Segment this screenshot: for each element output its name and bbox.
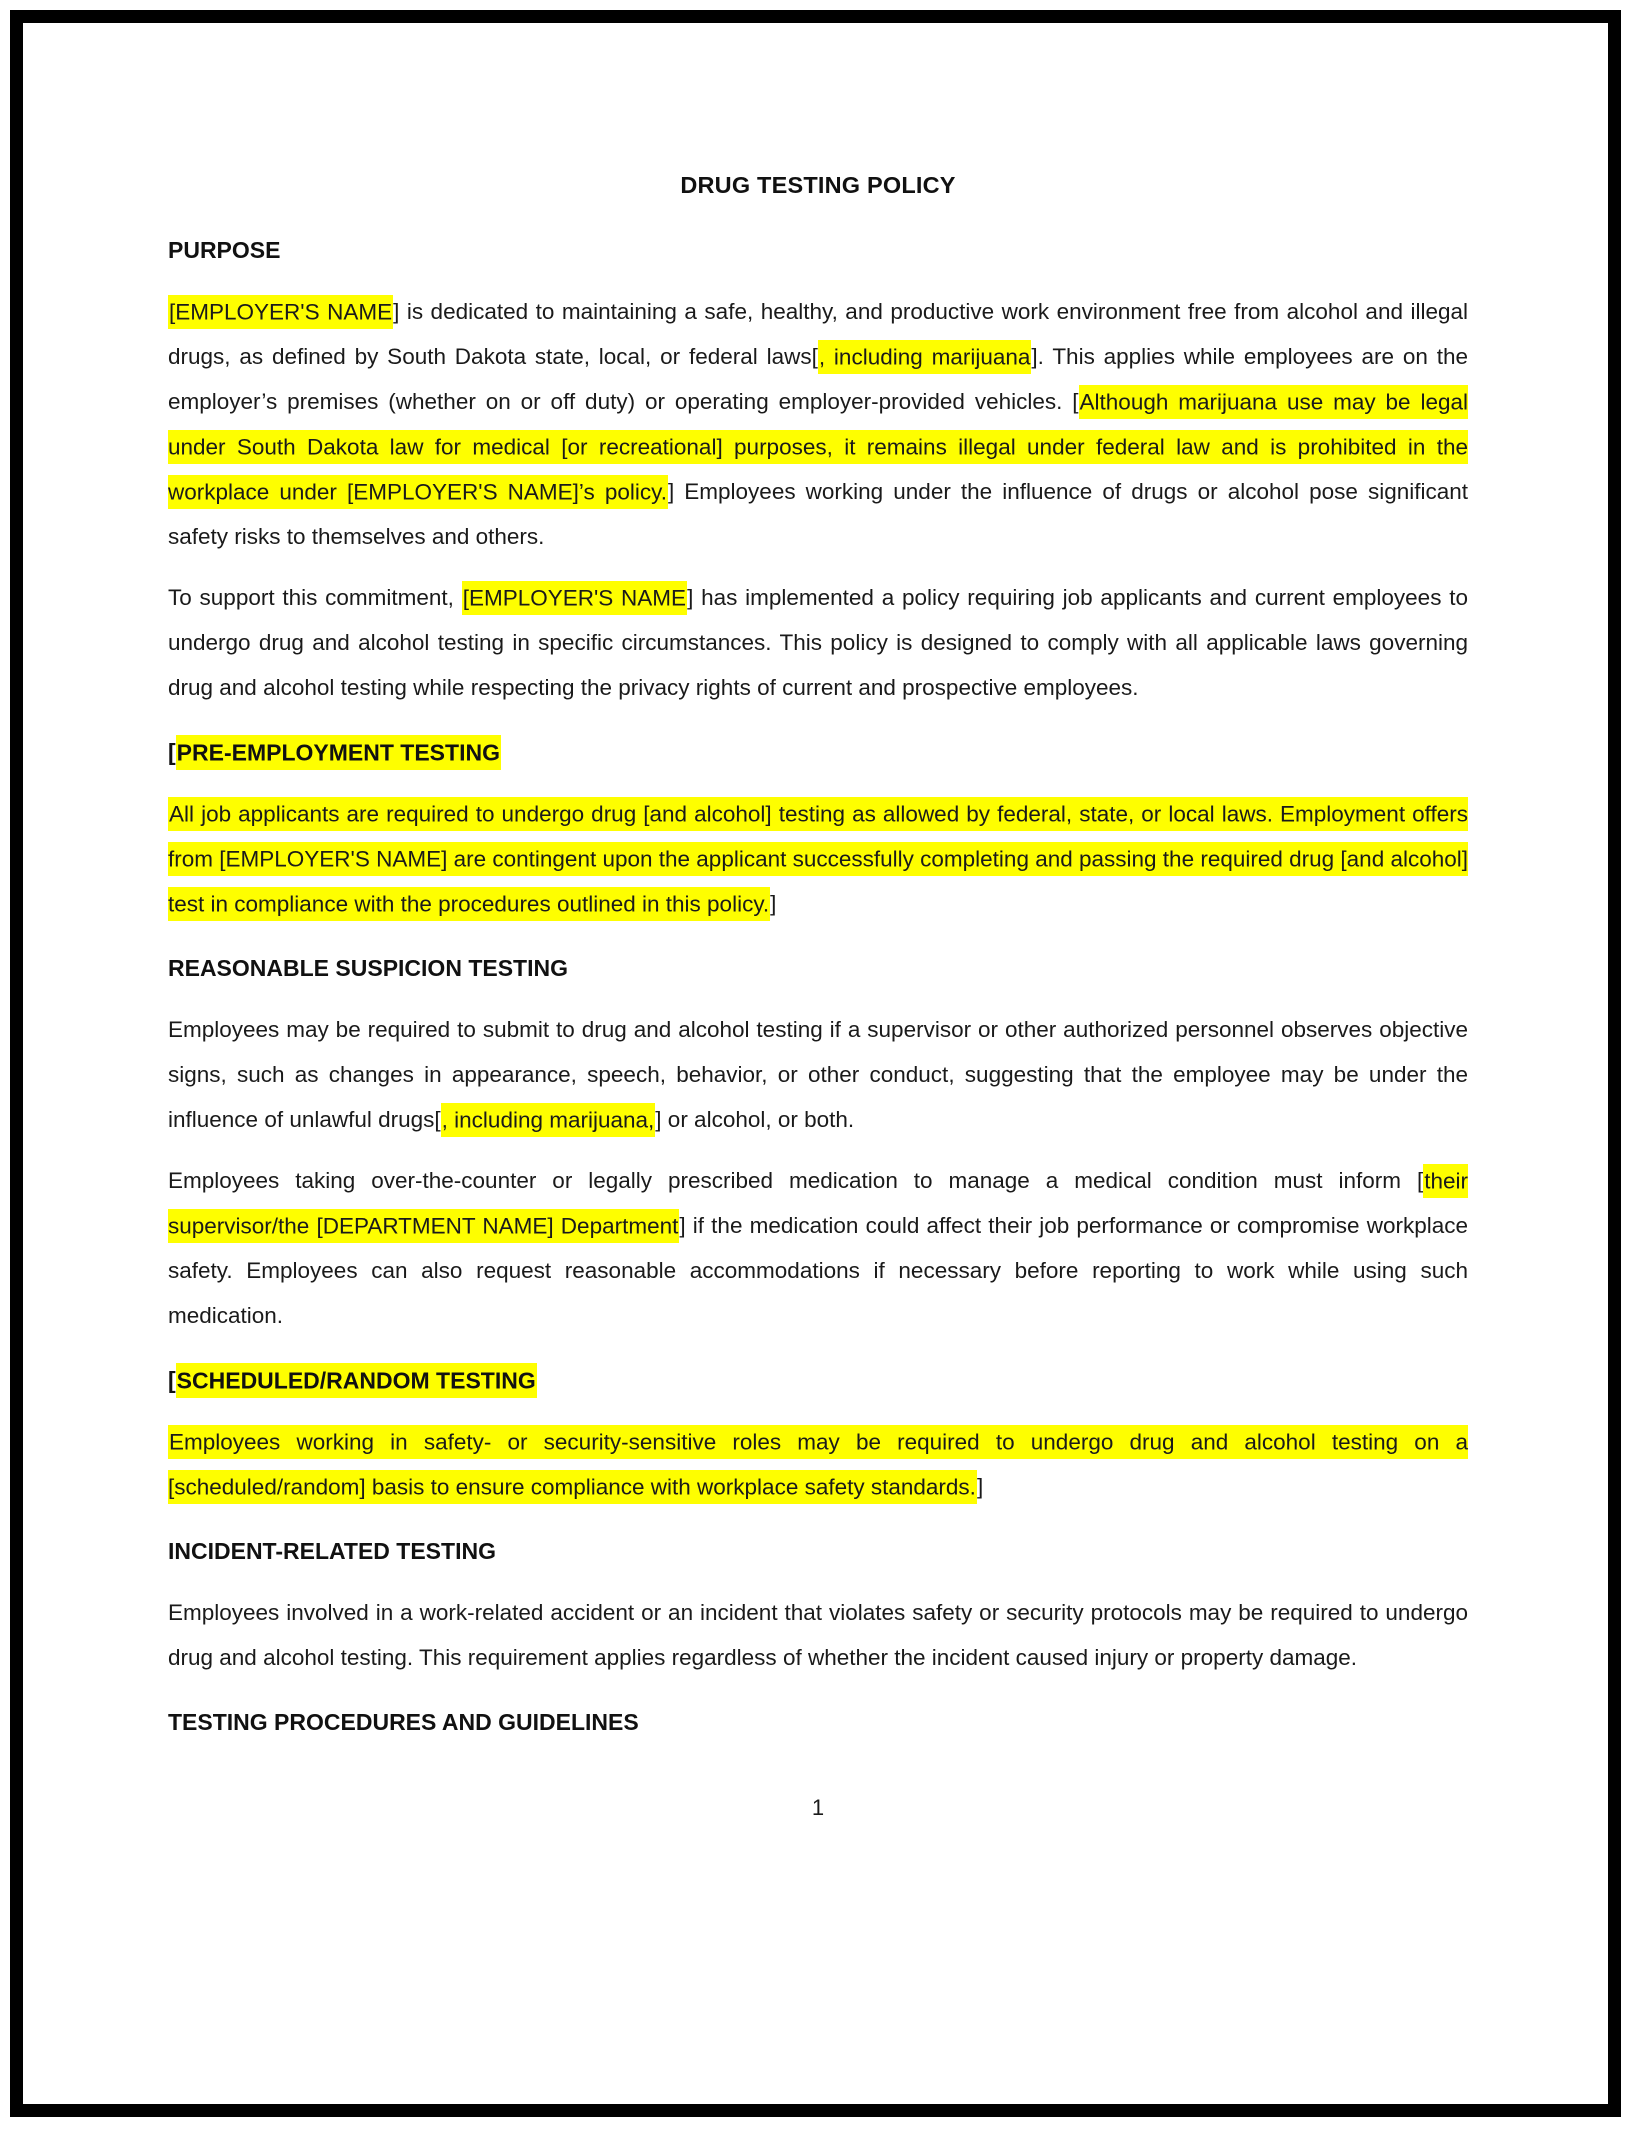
- document-content: [168, 163, 1468, 1830]
- plain-text: ]. This applies while employees are on the employer’s premises (whether on or off duty) or operating employer-provided vehicles. [: [168, 344, 1468, 414]
- plain-text: ] if the medication could affect their job performance or compromise workplace safety. Employees can also request reasonable accommodations if necessary before reporting to work while using such medication.: [168, 1213, 1469, 1328]
- plain-text: INCIDENT-RELATED TESTING: [168, 1538, 496, 1564]
- plain-text: ] is dedicated to maintaining a safe, healthy, and productive work environment free from alcohol and illegal drugs, as defined by South Dakota state, local, or federal laws[: [168, 299, 1468, 369]
- highlighted-text: [EMPLOYER'S NAME: [462, 581, 687, 615]
- paragraph-scheduled-random-testing: [168, 1419, 1468, 1509]
- plain-text: TESTING PROCEDURES AND GUIDELINES: [168, 1709, 639, 1735]
- heading-testing-procedures: [168, 1700, 1468, 1745]
- highlighted-text: their supervisor/the [DEPARTMENT NAME] Department: [168, 1164, 1468, 1243]
- highlighted-text: [EMPLOYER'S NAME: [168, 295, 393, 329]
- plain-text: ]: [770, 891, 777, 916]
- plain-text: [: [168, 1367, 176, 1393]
- heading-pre-employment-testing: [168, 730, 1468, 775]
- paragraph-purpose-2: [168, 575, 1468, 710]
- plain-text: To support this commitment,: [168, 585, 462, 610]
- heading-reasonable-suspicion-testing: [168, 946, 1468, 991]
- highlighted-text: Employees working in safety- or security-sensitive roles may be required to undergo drug and alcohol testing on a [scheduled/random] basis to ensure compliance with workplace safety standards.: [168, 1425, 1468, 1504]
- paragraph-reasonable-suspicion-1: [168, 1007, 1468, 1142]
- document-title: DRUG TESTING POLICY: [680, 172, 956, 198]
- plain-text: Employees may be required to submit to drug and alcohol testing if a supervisor or other authorized personnel observes objective signs, such as changes in appearance, speech, behavior, or other conduct, suggesting that the employee may be under the influence of unlawful drugs[: [168, 1017, 1468, 1132]
- plain-text: Employees involved in a work-related accident or an incident that violates safety or security protocols may be required to undergo drug and alcohol testing. This requirement applies regardless of whether the incident caused injury or property damage.: [168, 1600, 1468, 1670]
- plain-text: ]: [976, 1474, 984, 1499]
- plain-text: [: [168, 739, 176, 765]
- plain-text: Employees taking over-the-counter or legally prescribed medication to manage a medical condition must inform [: [168, 1168, 1424, 1193]
- highlighted-text: , including marijuana,: [441, 1103, 656, 1137]
- paragraph-reasonable-suspicion-2: [168, 1158, 1468, 1338]
- plain-text: ] has implemented a policy requiring job applicants and current employees to undergo drug and alcohol testing in specific circumstances. This policy is designed to comply with all applicable laws governing drug and alcohol testing while respecting the privacy rights of current and prospective employees.: [168, 585, 1468, 700]
- heading-purpose: [168, 228, 1468, 273]
- heading-incident-related-testing: [168, 1529, 1468, 1574]
- highlighted-text: All job applicants are required to undergo drug [and alcohol] testing as allowed by federal, state, or local laws. Employment offers from [EMPLOYER'S NAME] are contingent upon the applicant successfully completing and passing the required drug [and alcohol] test in compliance with the procedures outlined in this policy.: [168, 797, 1468, 921]
- highlighted-text: SCHEDULED/RANDOM TESTING: [176, 1363, 537, 1398]
- plain-text: PURPOSE: [168, 237, 281, 263]
- highlighted-text: , including marijuana: [818, 340, 1032, 374]
- plain-text: ] Employees working under the influence of drugs or alcohol pose significant safety risks to themselves and others.: [168, 479, 1468, 549]
- paragraph-purpose-1: [168, 289, 1468, 559]
- highlighted-text: PRE-EMPLOYMENT TESTING: [176, 735, 501, 770]
- plain-text: ] or alcohol, or both.: [655, 1107, 855, 1132]
- paragraph-pre-employment-testing: [168, 791, 1468, 926]
- heading-scheduled-random-testing: [168, 1358, 1468, 1403]
- paragraph-incident-related-testing: [168, 1590, 1468, 1680]
- plain-text: REASONABLE SUSPICION TESTING: [168, 955, 568, 981]
- page-number: 1: [811, 1795, 825, 1820]
- highlighted-text: Although marijuana use may be legal under South Dakota law for medical [or recreational] purposes, it remains illegal under federal law and is prohibited in the workplace under [EMPLOYER'S NAME]’s policy.: [168, 385, 1468, 509]
